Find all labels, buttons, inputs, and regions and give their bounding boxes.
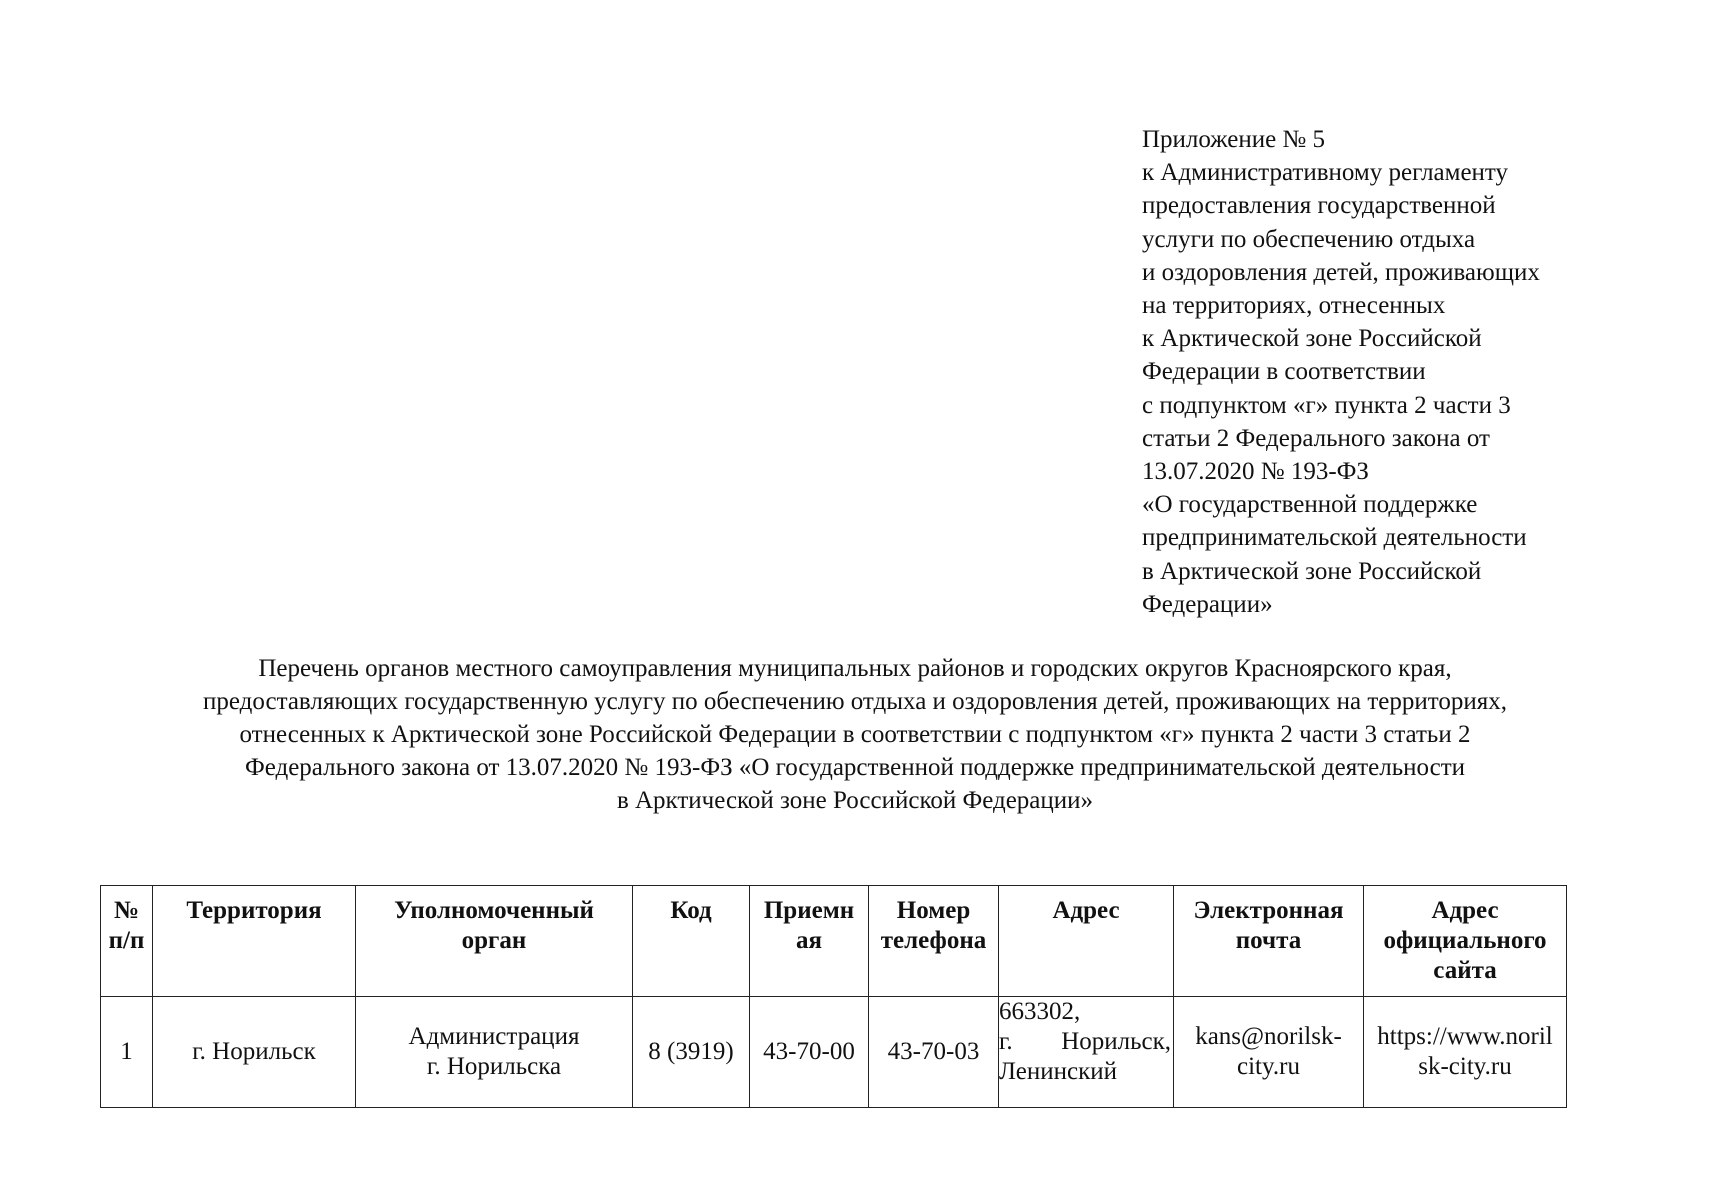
appendix-line: Приложение № 5 (1142, 126, 1326, 153)
cell-website: https://www.noril sk-city.ru (1364, 997, 1567, 1108)
cell-email: kans@norilsk- city.ru (1174, 997, 1364, 1108)
appendix-line: в Арктической зоне Российской (1142, 557, 1482, 585)
appendix-line: и оздоровления детей, проживающих (1142, 258, 1540, 286)
header-address: Адрес (999, 886, 1174, 997)
address-line: г. Норильск, (999, 1028, 1171, 1055)
header-phone: Номер телефона (869, 886, 999, 997)
title-line: предоставляющих государственную услугу по обеспечению отдыха и оздоровления детей, проживающих на территориях, (203, 688, 1507, 715)
appendix-line: Федерации в соответствии (1142, 358, 1426, 386)
appendix-header (1142, 123, 1662, 621)
appendix-line: к Арктической зоне Российской (1142, 325, 1482, 353)
cell-reception: 43-70-00 (750, 997, 869, 1108)
title-line: отнесенных к Арктической зоне Российской Федерации в соответствии с подпунктом «г» пункта 2 части 3 статьи 2 (239, 721, 1471, 748)
header-territory: Территория (153, 886, 356, 997)
appendix-line: на территориях, отнесенных (1142, 292, 1446, 320)
table-row (101, 997, 1567, 1108)
header-reception: Приемн ая (750, 886, 869, 997)
appendix-line: «О государственной поддержке (1142, 491, 1478, 519)
header-code: Код (633, 886, 750, 997)
cell-authority: Администрация г. Норильска (356, 997, 633, 1108)
header-email: Электронная почта (1174, 886, 1364, 997)
appendix-line: статьи 2 Федерального закона от (1142, 424, 1490, 452)
header-num: № п/п (101, 886, 153, 997)
cell-phone: 43-70-03 (869, 997, 999, 1108)
appendix-line: с подпунктом «г» пункта 2 части 3 (1142, 391, 1511, 419)
appendix-line: Федерации» (1142, 590, 1273, 618)
title-line: Федерального закона от 13.07.2020 № 193-ФЗ «О государственной поддержке предпринимательской деятельности (244, 754, 1466, 781)
cell-territory: г. Норильск (153, 997, 356, 1108)
cell-code: 8 (3919) (633, 997, 750, 1108)
table-header-row (101, 886, 1567, 997)
header-authority: Уполномоченный орган (356, 886, 633, 997)
appendix-line: услуги по обеспечению отдыха (1142, 225, 1476, 253)
appendix-line: предпринимательской деятельности (1142, 524, 1527, 552)
title-line: Перечень органов местного самоуправления муниципальных районов и городских округов Красноярского края, (258, 655, 1452, 682)
appendix-line: предоставления государственной (1142, 192, 1496, 220)
cell-num: 1 (101, 997, 153, 1108)
title-line: в Арктической зоне Российской Федерации» (616, 787, 1094, 814)
address-line: 663302, (999, 998, 1081, 1025)
document-title (60, 652, 1650, 817)
authorities-table (100, 885, 1567, 1108)
cell-address (999, 997, 1174, 1108)
address-line: Ленинский (999, 1058, 1118, 1085)
appendix-line: 13.07.2020 № 193-ФЗ (1142, 458, 1369, 486)
appendix-line: к Административному регламенту (1142, 159, 1509, 187)
header-website: Адрес официального сайта (1364, 886, 1567, 997)
